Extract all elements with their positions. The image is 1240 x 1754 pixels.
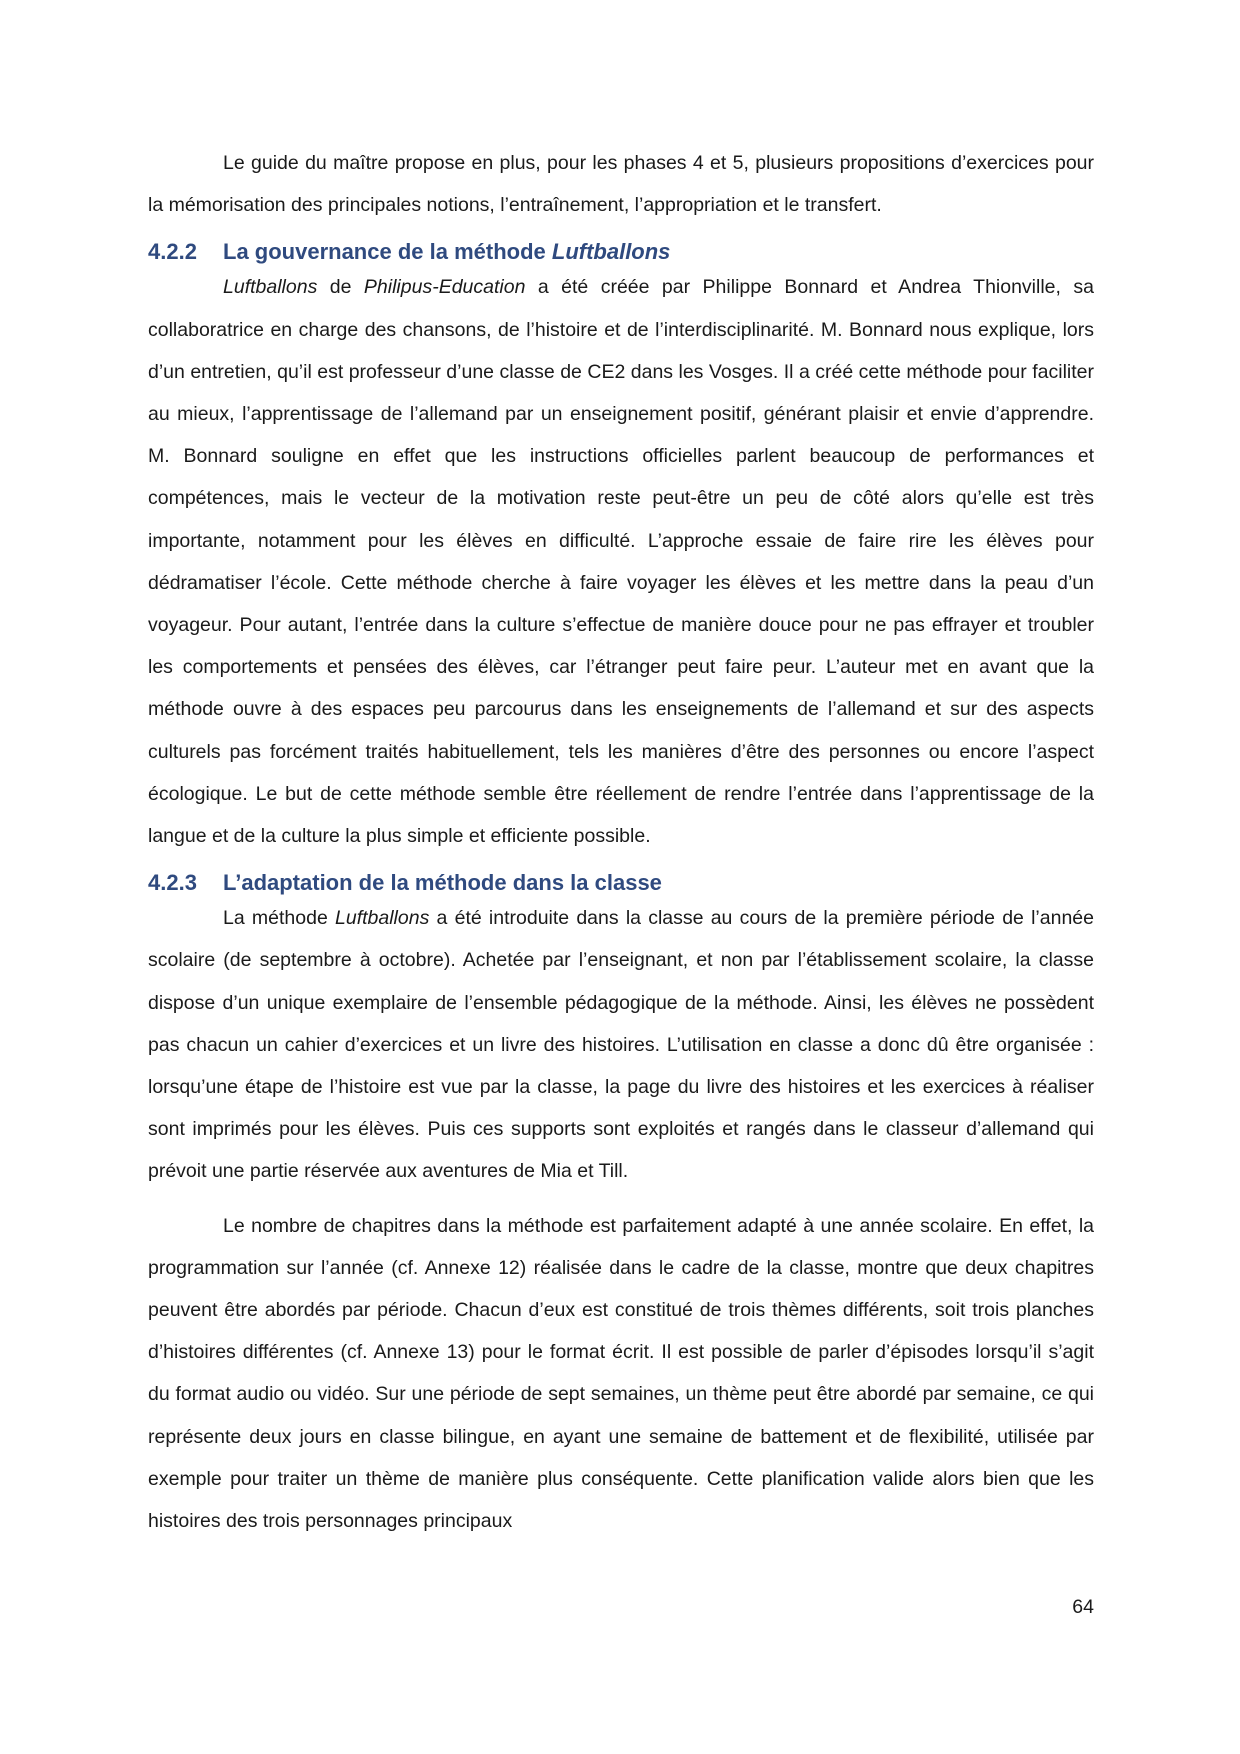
planning-paragraph: Le nombre de chapitres dans la méthode est parfaitement adapté à une année scolaire. En effet, la programmation sur l’année (cf. Annexe 12) réalisée dans le cadre de la classe, montre que deux chapitres peuvent être abordés par période. Chacun d’eux est constitué de trois thèmes différents, soit trois planches d’histoires différentes (cf. Annexe 13) pour le format écrit. Il est possible de parler d’épisodes lorsqu’il s’agit du format audio ou vidéo. Sur une période de sept semaines, un thème peut être abordé par semaine, ce qui représente deux jours en classe bilingue, en ayant une semaine de battement et de flexibilité, utilisée par exemple pour traiter un thème de manière plus conséquente. Cette planification valide alors bien que les histoires des trois personnages principaux xyxy=(148,1214,1094,1533)
section-heading-4-2-2 xyxy=(148,238,1094,266)
intro-paragraph: Le guide du maître propose en plus, pour les phases 4 et 5, plusieurs propositions d’exercices pour la mémorisation des principales notions, l’entraînement, l’appropriation et le transfert. xyxy=(148,152,1094,217)
section-number: 4.2.3 xyxy=(148,870,197,896)
page-number: 64 xyxy=(1072,1596,1094,1618)
text-run: a été créée par Philippe Bonnard et Andrea Thionville, sa collaboratrice en charge des chansons, de l’histoire et de l’interdisciplinarité. M. Bonnard nous explique, lors d’un entretien, qu’il est professeur d’une classe de CE2 dans les Vosges. Il a créé cette méthode pour faciliter au mieux, l’apprentissage de l’allemand par un enseignement positif, générant plaisir et envie d’apprendre. M. Bonnard souligne en effet que les instructions officielles parlent beaucoup de performances et compétences, mais le vecteur de la motivation reste peut-être un peu de côté alors qu’elle est très importante, notamment pour les élèves en difficulté. L’approche essaie de faire rire les élèves pour dédramatiser l’école. Cette méthode cherche à faire voyager les élèves et les mettre dans la peau d’un voyageur. Pour autant, l’entrée dans la culture s’effectue de manière douce pour ne pas effrayer et troubler les comportements et pensées des élèves, car l’étranger peut faire peur. L’auteur met en avant que la méthode ouvre à des espaces peu parcourus dans les enseignements de l’allemand et sur des aspects culturels pas forcément traités habituellement, tels les manières d’être des personnes ou encore l’aspect écologique. Le but de cette méthode semble être réellement de rendre l’entrée dans l’apprentissage de la langue et de la culture la plus simple et efficiente possible. xyxy=(148,276,1094,848)
section-number: 4.2.2 xyxy=(148,239,197,265)
text-run: La méthode xyxy=(223,907,335,930)
section-title: L’adaptation de la méthode dans la classe xyxy=(223,870,662,896)
text-run: a été introduite dans la classe au cours de la première période de l’année scolaire (de septembre à octobre). Achetée par l’enseignant, et non par l’établissement scolaire, la classe dispose d’un unique exemplaire de l’ensemble pédagogique de la méthode. Ainsi, les élèves ne possèdent pas chacun un cahier d’exercices et un livre des histoires. L’utilisation en classe a donc dû être organisée : lorsqu’une étape de l’histoire est vue par la classe, la page du livre des histoires et les exercices à réaliser sont imprimés pour les élèves. Puis ces supports sont exploités et rangés dans le classeur d’allemand qui prévoit une partie réservée aux aventures de Mia et Till. xyxy=(148,907,1094,1183)
section-title-italic: Luftballons xyxy=(551,239,671,265)
section-title xyxy=(223,238,670,266)
method-name: Luftballons xyxy=(223,276,318,299)
document-page xyxy=(148,142,1094,1542)
section-heading-4-2-3 xyxy=(148,869,1094,897)
section-title-text: La gouvernance de la méthode xyxy=(223,239,552,265)
adaptation-paragraph xyxy=(148,897,1094,1192)
method-name: Luftballons xyxy=(335,907,430,930)
governance-paragraph xyxy=(148,266,1094,857)
text-run: de xyxy=(317,276,364,299)
publisher-name: Philipus-Education xyxy=(363,276,526,299)
